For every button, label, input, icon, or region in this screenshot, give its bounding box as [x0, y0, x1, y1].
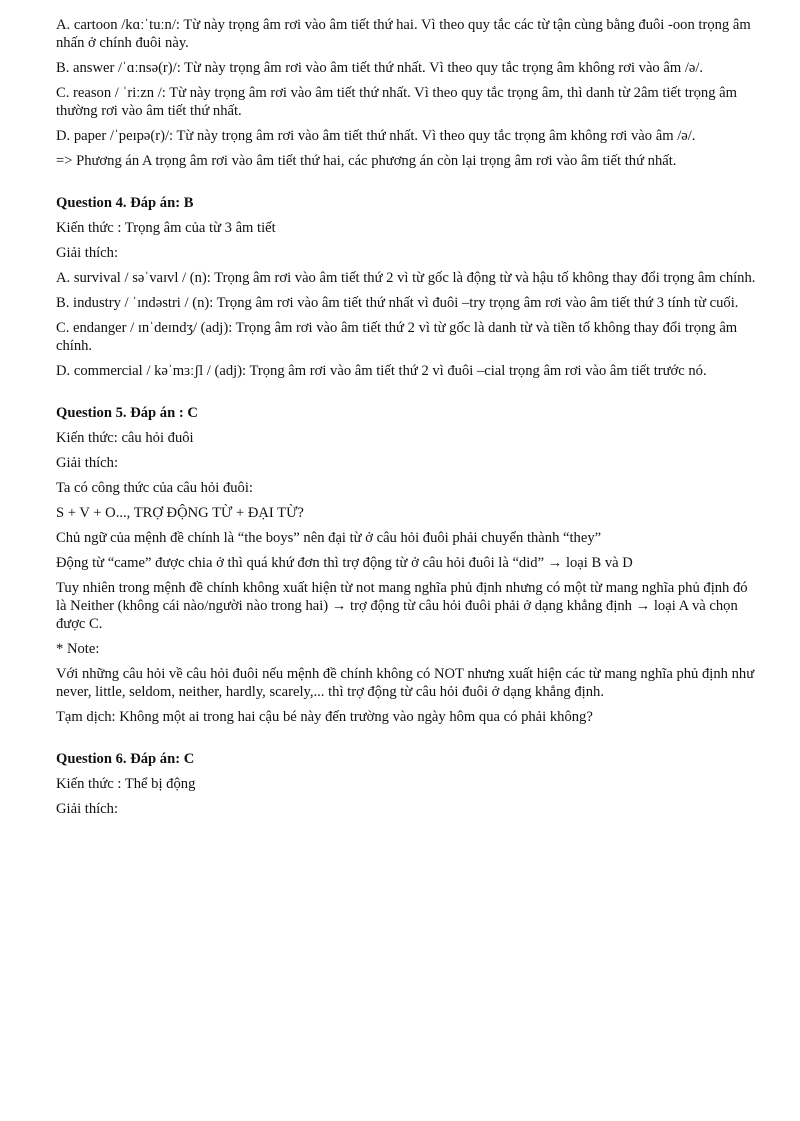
question-4-option-a: A. survival / səˈvaɪvl / (n): Trọng âm rơi vào âm tiết thứ 2 vì từ gốc là động từ và hậu tố không thay đổi trọng âm chính. [56, 270, 756, 286]
document-page [56, 16, 756, 825]
question-5-formula: S + V + O..., TRỢ ĐỘNG TỪ + ĐẠI TỪ? [56, 505, 304, 521]
section-gap [56, 387, 756, 404]
question-4-explain-label: Giải thích: [56, 245, 119, 261]
option-d-explanation: D. paper /ˈpeɪpə(r)/: Từ này trọng âm rơi vào âm tiết thứ nhất. Vì theo quy tắc trọng âm không rơi vào âm /ə/. [56, 128, 696, 144]
question-4-option-b: B. industry / ˈɪndəstri / (n): Trọng âm rơi vào âm tiết thứ nhất vì đuôi –try trọng âm rơi vào âm tiết thứ 3 tính từ cuối. [56, 295, 739, 311]
option-a-explanation: A. cartoon /kɑːˈtuːn/: Từ này trọng âm rơi vào âm tiết thứ hai. Vì theo quy tắc các từ tận cùng bằng đuôi -oon trọng âm nhấn ở chính đuôi này. [56, 17, 751, 51]
question-6-knowledge: Kiến thức : Thể bị động [56, 776, 196, 792]
question-5-formula-intro: Ta có công thức của câu hỏi đuôi: [56, 480, 253, 496]
question-5-negation-note: Tuy nhiên trong mệnh đề chính không xuất hiện từ not mang nghĩa phủ định nhưng có một từ mang nghĩa phủ định đó là Neither (không cái nào/người nào trong hai) → trợ động từ câu hỏi đuôi phải ở dạng khẳng định → loại A và chọn được C. [56, 580, 748, 632]
question-5-title: Question 5. Đáp án : C [56, 405, 198, 421]
question-5-note-label: * Note: [56, 641, 100, 657]
question-5-explain-label: Giải thích: [56, 455, 119, 471]
question-5-subject-note: Chủ ngữ của mệnh đề chính là “the boys” nên đại từ ở câu hỏi đuôi phải chuyển thành “they” [56, 530, 602, 546]
question-5-note-text: Với những câu hỏi về câu hỏi đuôi nếu mệnh đề chính không có NOT nhưng xuất hiện các từ mang nghĩa phủ định như never, little, seldom, neither, hardly, scarely,... thì trợ động từ câu hỏi đuôi ở dạng khẳng định. [56, 666, 755, 700]
section-gap [56, 733, 756, 750]
question-4-title: Question 4. Đáp án: B [56, 195, 194, 211]
question-6-title: Question 6. Đáp án: C [56, 751, 195, 767]
question-5-translation: Tạm dịch: Không một ai trong hai cậu bé này đến trường vào ngày hôm qua có phải không? [56, 709, 593, 725]
option-c-explanation: C. reason / ˈriːzn /: Từ này trọng âm rơi vào âm tiết thứ nhất. Vì theo quy tắc trọng âm, thì danh từ 2âm tiết trọng âm thường rơi vào âm tiết thứ nhất. [56, 85, 737, 119]
question-4-option-c: C. endanger / ɪnˈdeɪndʒ/ (adj): Trọng âm rơi vào âm tiết thứ 2 vì từ gốc là danh từ và tiền tố không thay đổi trọng âm chính. [56, 320, 738, 354]
conclusion: => Phương án A trọng âm rơi vào âm tiết thứ hai, các phương án còn lại trọng âm rơi vào âm tiết thứ nhất. [56, 153, 677, 169]
option-b-explanation: B. answer /ˈɑːnsə(r)/: Từ này trọng âm rơi vào âm tiết thứ nhất. Vì theo quy tắc trọng âm không rơi vào âm /ə/. [56, 60, 704, 76]
question-6-explain-label: Giải thích: [56, 801, 119, 817]
question-4-knowledge: Kiến thức : Trọng âm của từ 3 âm tiết [56, 220, 276, 236]
question-5-knowledge: Kiến thức: câu hỏi đuôi [56, 430, 194, 446]
question-4-option-d: D. commercial / kəˈmɜːʃl / (adj): Trọng âm rơi vào âm tiết thứ 2 vì đuôi –cial trọng âm rơi vào âm tiết trước nó. [56, 363, 707, 379]
section-gap [56, 177, 756, 194]
question-5-verb-note: Động từ “came” được chia ở thì quá khứ đơn thì trợ động từ ở câu hỏi đuôi là “did” → loại B và D [56, 555, 633, 571]
